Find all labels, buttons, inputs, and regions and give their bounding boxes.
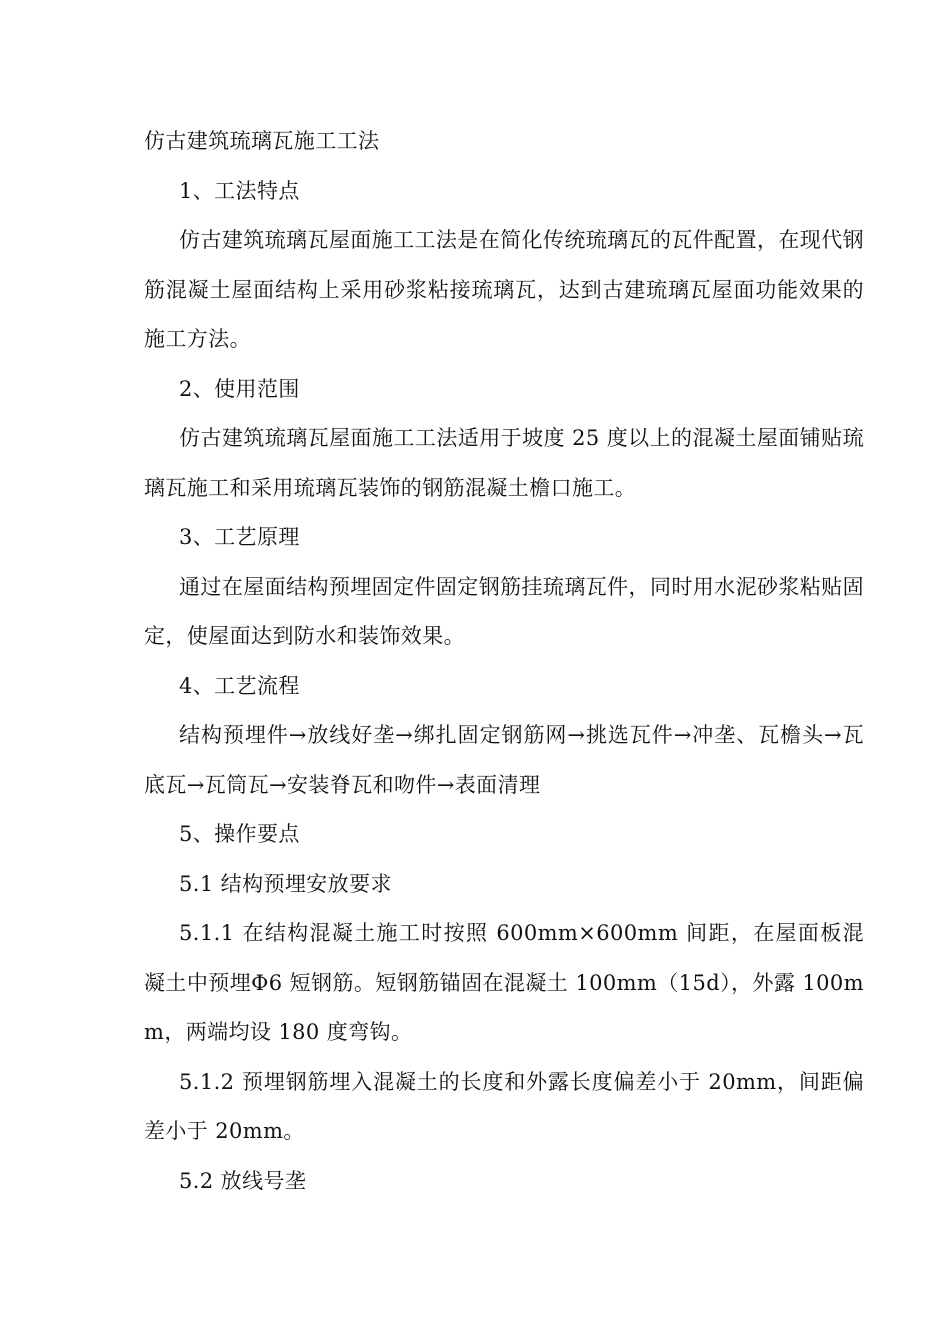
paragraph-features: 仿古建筑琉璃瓦屋面施工工法是在简化传统琉璃瓦的瓦件配置，在现代钢筋混凝土屋面结构上采用砂浆粘接琉璃瓦，达到古建琉璃瓦屋面功能效果的施工方法。 [144,228,864,351]
paragraph-process: 结构预埋件→放线好垄→绑扎固定钢筋网→挑选瓦件→冲垄、瓦檐头→瓦底瓦→瓦筒瓦→安装脊瓦和吻件→表面清理 [144,723,864,797]
section-heading-scope: 2、使用范围 [179,376,300,401]
paragraph-scope: 仿古建筑琉璃瓦屋面施工工法适用于坡度 25 度以上的混凝土屋面铺贴琉璃瓦施工和采用琉璃瓦装饰的钢筋混凝土檐口施工。 [144,426,864,500]
section-heading-process: 4、工艺流程 [179,673,300,698]
subsection-heading-5-1: 5.1 结构预埋安放要求 [179,871,392,896]
section-heading-key-points: 5、操作要点 [179,822,300,846]
document-title: 仿古建筑琉璃瓦施工工法 [144,129,380,153]
subsection-heading-5-2: 5.2 放线号垄 [179,1168,307,1193]
section-heading-principle: 3、工艺原理 [179,525,300,549]
document-body [144,117,864,1206]
section-heading-features: 1、工法特点 [179,178,300,203]
paragraph-principle: 通过在屋面结构预埋固定件固定钢筋挂琉璃瓦件，同时用水泥砂浆粘贴固定，使屋面达到防水和装饰效果。 [144,574,864,648]
paragraph-5-1-2: 5.1.2 预埋钢筋埋入混凝土的长度和外露长度偏差小于 20mm，间距偏差小于 20mm。 [144,1069,864,1143]
paragraph-5-1-1: 5.1.1 在结构混凝土施工时按照 600mm×600mm 间距，在屋面板混凝土中预埋Φ6 短钢筋。短钢筋锚固在混凝土 100mm（15d），外露 100mm，两端均设 180 度弯钩。 [144,921,864,1044]
